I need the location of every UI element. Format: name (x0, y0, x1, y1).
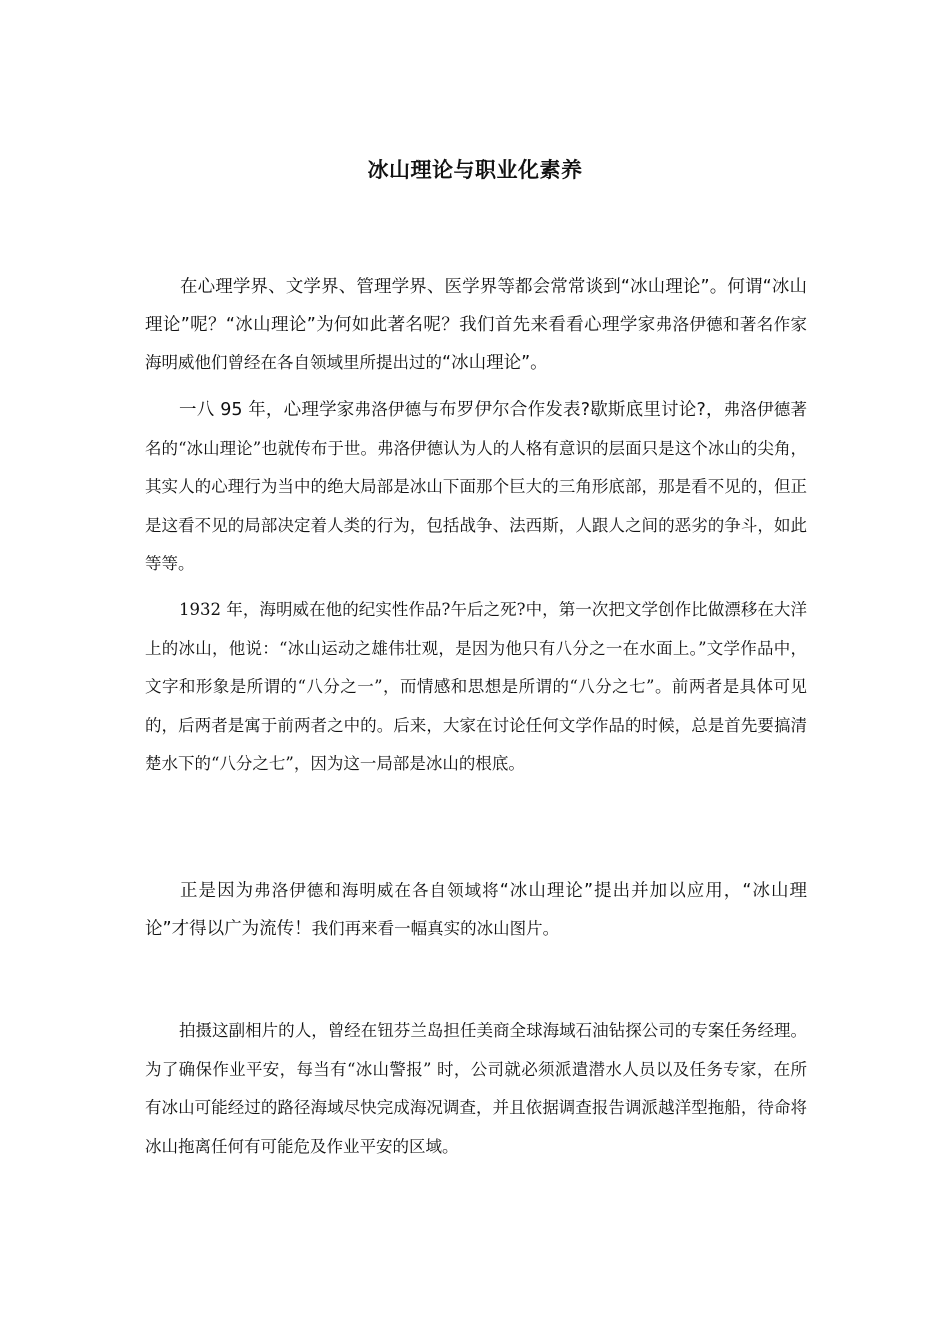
document-title: 冰山理论与职业化素养 (367, 158, 583, 182)
text-run: 弗洛伊德著名的“冰山理论”也就传布于世。弗洛伊德认为人的人格有意识的层面只是这个冰山的尖角，其实人的心理行为当中的绝大局部是冰山下面那个巨大的三角形底部，那是看不见的，但正是这看不见的局部决定着人类的行为，包括战争、法西斯，人跟人之间的恶劣的争斗，如此等等。 (145, 400, 808, 573)
paragraph-3 (145, 591, 807, 784)
text-run: “冰山理论”提出并加以应用，“冰山理论”才得以广为流传！ (145, 881, 808, 939)
text-run: 弗洛伊德和海明威在各自领域将 (254, 881, 500, 900)
text-run: 一八 95 年，心理学家 (179, 400, 355, 420)
text-run: 正是因为 (180, 881, 255, 901)
text-run: 弗洛伊德和著名作家海明威他们曾经在各自领域里所提出过的 (145, 315, 807, 372)
text-run: 与布罗伊尔合作发表?歇斯底里讨论?， (421, 400, 724, 420)
paragraph-1 (145, 268, 807, 382)
paragraph-2 (145, 391, 807, 584)
text-run: 在心理学界、文学界、管理学界、医学界等都会常常谈到“冰山理论”。何谓“冰山理论”呢？“冰山理论”为何如此著名呢？我们首先来看看心理学家 (145, 277, 807, 335)
text-run: 我们再来看一幅真实的冰山图片。 (311, 919, 560, 938)
text-run: 1932 年，海明威在他的纪实性作品?午后之死?中，第一次把文学创作比做漂移在大洋上的冰山，他说：“冰山运动之雄伟壮观，是因为他只有八分之一在水面上。”文学作品中，文字和形象是所谓的“八分之一”，而情感和思想是所谓的“八分之七”。前两者是具体可见的，后两者是寓于前两者之中的。后来，大家在讨论任何文学作品的时候，总是首先要搞清楚水下的“八分之七”，因为这一局部是冰山的根底。 (145, 600, 807, 773)
text-run: “冰山理论”。 (442, 353, 548, 373)
text-run: 拍摄这副相片的人，曾经在钮芬兰岛担任美商全球海域石油钻探公司的专案任务经理。为了确保作业平安，每当有“冰山警报” 时，公司就必须派遣潜水人员以及任务专家，在所有冰山可能经过的路径海域尽快完成海况调查，并且依据调查报告调派越洋型拖船，待命将冰山拖离任何有可能危及作业平安的区域。 (145, 1021, 807, 1156)
paragraph-5 (145, 1012, 807, 1166)
paragraph-4 (145, 872, 807, 948)
text-run: 弗洛伊德 (354, 400, 422, 419)
